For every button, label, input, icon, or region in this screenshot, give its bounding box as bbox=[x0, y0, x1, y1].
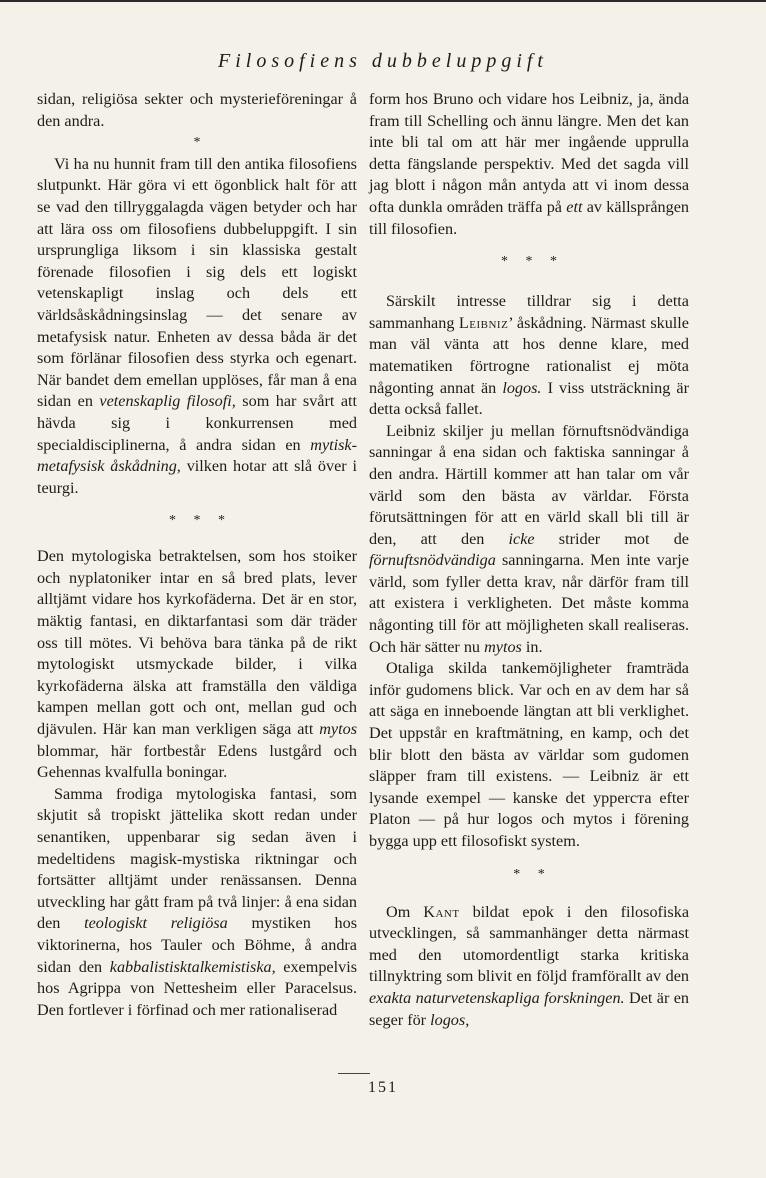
left-column bbox=[37, 89, 357, 1021]
page-number: 151 bbox=[368, 1079, 398, 1096]
section-separator: * * * bbox=[501, 254, 557, 270]
running-head: Filosofiens dubbeluppgift bbox=[218, 50, 548, 72]
paragraph: Den mytologiska betraktelsen, som hos stoiker och nyplatoniker intar en så bred plats, lever alltjämt vidare hos kyrkofäderna. Det är en stor, mäktig fantasi, en diktarfantasi som där träder oss till mötes. Vi behöva bara tänka på de rikt mytologiskt utsmyckade bilder, i vilka kyrkofäderna älska att framställa den väldiga kampen mellan gott och ont, mellan gud och djävulen. Här kan man verkligen säga att mytos blommar, här fortbestår Edens lustgård och Gehennas kvalfulla boningar. bbox=[37, 547, 357, 782]
section-separator: * bbox=[193, 135, 201, 151]
section-separator: * * * bbox=[169, 513, 225, 529]
folio-rule bbox=[338, 1073, 370, 1074]
paragraph: Otaliga skilda tankemöjligheter framträda inför gudomens blick. Var och en av dem har så att säga en inneboende längtan att bli verklighet. Det uppstår en kraftmätning, en kamp, och det blir blott den bästa av världar som gudomen släpper fram till existens. — Leibniz är ett lysande exempel — kanske det ypperста efter Platon — på hur logos och mytos i förening bygga upp ett filosofiskt system. bbox=[369, 659, 689, 850]
section-separator: * * bbox=[513, 866, 545, 882]
paragraph: Samma frodiga mytologiska fantasi, som skjutit så tropiskt jättelika skott redan under senantiken, uppenbarar sig sedan även i medeltidens magisk-mystiska riktningar och fortsätter alltjämt under renässansen. Denna utveckling har gått fram på två linjer: å ena sidan den teologiskt religiösa mystiken hos viktorinerna, hos Tauler och Böhme, å andra sidan den kabbalistisktalkemistiska, exempelvis hos Agrippa von Nettesheim eller Paracelsus. Den fortlever i förfinad och mer rationaliserad bbox=[37, 784, 358, 1019]
paragraph: Särskilt intresse tilldrar sig i detta sammanhang Leibniz’ åskådning. Närmast skulle man väl vänta att hos denne klare, med matematiken förtrogne rationalist ej möta någonting annat än logos. I viss utsträckning är detta också fallet. bbox=[369, 292, 690, 419]
paragraph: Leibniz skiljer ju mellan förnuftsnödvändiga sanningar å ena sidan och faktiska sanningar å den andra. Härtill kommer att han talar om vår värld som den bästa av världar. Första förutsättningen för att en värld skall bli till är den, att den icke strider mot de förnuftsnödvändiga sanningarna. Men inte varje värld, som fyller detta krav, når därför fram till att existera i verkligheten. Det måste komma någonting till för att möjligheten skall realiseras. Och här sätter nu mytos in. bbox=[369, 421, 689, 656]
top-edge-rule bbox=[0, 0, 766, 2]
paragraph: form hos Bruno och vidare hos Leibniz, ja, ända fram till Schelling och ännu längre. Men det kan inte bli tal om att här mer ingående upprulla detta fängslande perspektiv. Med det sagda vill jag blott i någon mån antyda att vi inom dessa ofta dunkla områden träffa på ett av källsprången till filosofien. bbox=[369, 90, 689, 238]
paragraph: Om Kant bildat epok i den filosofiska utvecklingen, så sammanhänger detta närmast med den utomordentligt starka kritiska tillnyktring som blivit en följd framförallt av den exakta naturvetenskapliga forskningen. Det är en seger för logos, bbox=[369, 902, 690, 1029]
paragraph: sidan, religiösa sekter och mysterieföreningar å den andra. bbox=[37, 90, 357, 130]
right-column bbox=[369, 89, 689, 1031]
paragraph: Vi ha nu hunnit fram till den antika filosofiens slutpunkt. Här göra vi ett ögonblick halt för att se vad den tillryggalagda vägen betyder och har att lära oss om filosofiens dubbeluppgift. I sin ursprungliga liksom i sin klassiska gestalt förenade filosofien i sig dels ett logiskt vetenskapligt inslag och dels ett världsåskådningsinslag — det senare av metafysisk natur. Enheten av dessa båda är det som förlänar filosofien dess styrka och egenart. När bandet dem emellan upplöses, får man å ena sidan en vetenskaplig filosofi, som har svårt att hävda sig i konkurrensen med specialdisciplinerna, å andra sidan en mytisk-metafysisk åskådning, vilken hotar att slå över i teurgi. bbox=[37, 154, 358, 497]
